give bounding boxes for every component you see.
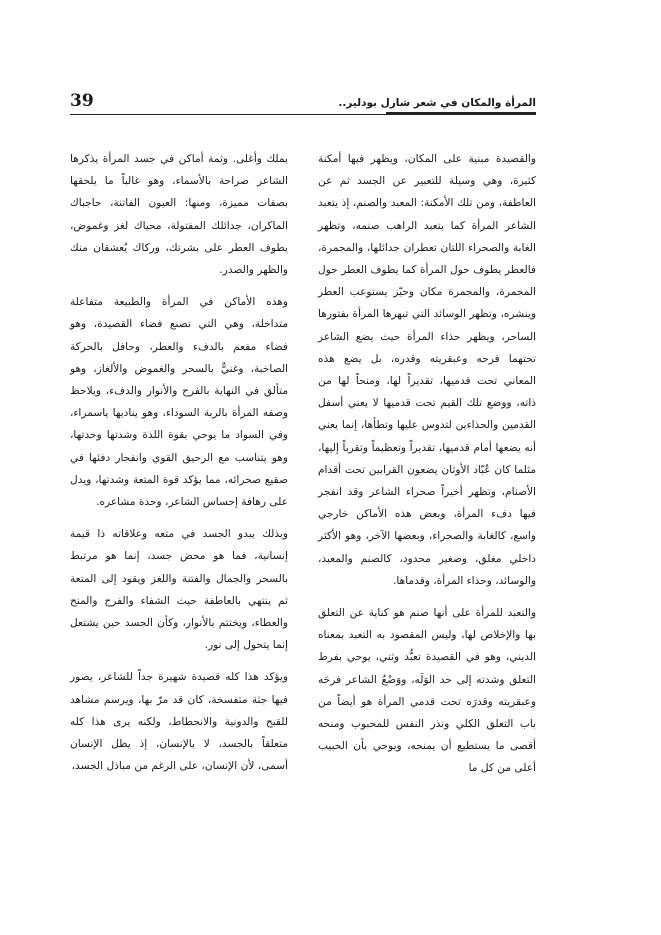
paragraph: وهذه الأماكن في المرأة والطبيعة متفاعلة متداخلة، وهي التي تصنع فضاء القصيدة، وهو فضاء مفعم بالدفء والعطر، وحافل بالحركة الصاخبة، وغنيٌّ بالسحر والغموض والألغاز، وهو متألق في النهاية بالفرح والأنوار والدفء، ويلاحظ وصفه المرأة بالربة السوداء، وهو يناديها ياسمراء، وفي السواد ما يوحي بقوة اللذة وشدتها وحدتها، وهو يتناسب مع الرحيق القوي وانفجار دفئها في صقيع صحرائه، مما يؤكد قوة المتعة وشدتها، ويدل على رهافة إحساس الشاعر، وحدة مشاعره. [70, 296, 288, 509]
running-title: المرأة والمكان في شعر شارل بودلير.. [338, 97, 536, 109]
paragraph: والتعبد للمرأة على أنها صنم هو كناية عن التعلق بها والإخلاص لها، وليس المقصود به التعبد بمعناه الديني، وهو في القصيدة تعبُّد وثني، يوحي بفرط التعلق وشدته إلى حد الوَلَه، ووَضْعُ الشاعر فرحَه وعبقريته وقدرَه تحت قدمي المرأة هو أيضاً من باب التعلق الكلي ونذر النفس للمحبوب ومنحه أقصى ما يستطيع أن يمنحه، ويوحي بأن الحبيب أعلى من كل ما [318, 607, 536, 775]
header-rule-accent [386, 112, 536, 115]
page-header [70, 84, 536, 112]
right-column [318, 148, 536, 790]
paragraph: والقصيدة مبنية على المكان، ويظهر فيها أمكنة كثيرة، وهي وسيلة للتعبير عن الجسد ثم عن العاطفة، ومن تلك الأمكنة: المعبد والصنم، إذ يتعبد الشاعر المرأة كما يتعبد الراهب صنمه، وتظهر الغابة والصحراء اللتان تعطران جدائلها، والمجمرة، فالعطر يطوف حول المرأة كما يطوف العطر حول المجمرة، والمجمرة مكان وحيّز يستوعب العطر وينشره، وتظهر الوسائد التي تبهرها المرأة بفتورها الساحر، ويظهر حذاء المرأة حيث يضع الشاعر تحتهما فرحه وعبقريته وقدره، بل يضع هذه المعاني تحت قدميها، تقديراً لها، ومنحاً لها من ذاته، ووضع تلك القيم تحت قدميها لا يعني أسفل القدمين والحذاءين لتدوس عليها وتطأها، إنما يعني أنه يضعها أمام قدميها، تقديراً وتعظيماً وتقرباً إليها، مثلما كان عُبّاد الأوثان يضعون القرابين تحت أقدام الأصنام، وتظهر أخيراً صحراء الشاعر وقد انفجر فيها دفء المرأة، وبعض هذه الأماكن خارجي واسع، كالغابة والصحراء، وبعضها الآخر، وهو الأكثر داخلي مغلق، وصغير محدود، كالصنم والمعبد، والوسائد، وحذاء المرأة، وقدماها. [318, 153, 536, 587]
paragraph: يملك وأغلى. وثمة أماكن في جسد المرأة يذكرها الشاعر صراحة بالأسماء، وهو غالباً ما يلحقها بصفات مميزة، ومنها: العيون الفاتنة، حاجباك الماكران، جدائلك المفتولة، محياك لغز وغموض، يطوف العطر على بشرتك، وركاك يُعشقان منك والظهر والصدر. [70, 153, 288, 277]
paragraph: ويؤكد هذا كله قصيدة شهيرة جداً للشاعر، يصور فيها جثة متفسخة، كان قد مرّ بها، ويرسم مشاهد للقبح والدونية والانحطاط، ولكنه يرى هذا كله متعلقاً بالجسد، لا بالإنسان، إذ يظل الإنسان أسمى، لأن الإنسان، على الرغم من مباذل الجسد، [70, 671, 288, 773]
paragraph: وبذلك يبدو الجسد في متعه وعلاقاته ذا قيمة إنسانية، فما هو محض جسد، إنما هو مرتبط بالسحر والجمال والفتنة واللغز ويقود إلى المتعة ثم ينتهي بالعاطفة حيث الشفاء والفرح والمنح والعطاء، ويختتم بالأنوار، وكأن الجسد حين يشتعل إنما يتحول إلى نور. [70, 528, 288, 652]
page-number: 39 [70, 91, 94, 111]
left-column [70, 148, 288, 790]
text-columns [70, 148, 536, 790]
